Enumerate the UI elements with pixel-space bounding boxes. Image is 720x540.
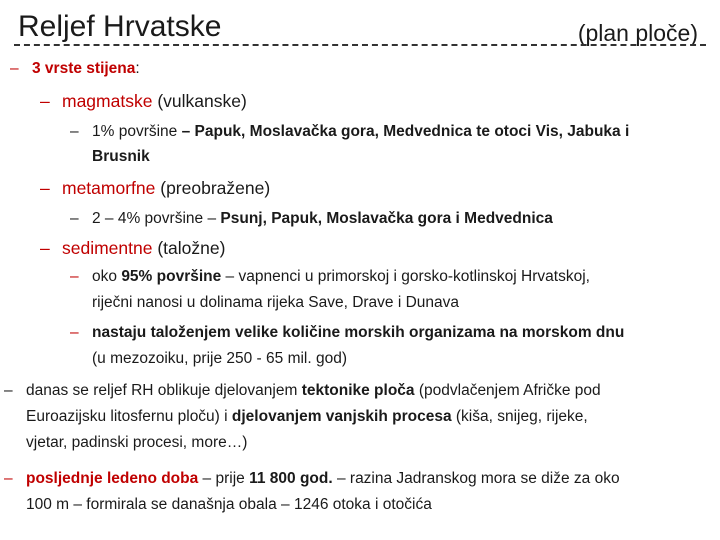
bullet-dash: – — [70, 268, 79, 285]
danas-b1: tektonike ploča — [301, 382, 415, 399]
danas-line3: vjetar, padinski procesi, more…) — [26, 434, 248, 451]
metamorfne-pct: 2 – 4% površine – — [92, 210, 221, 227]
bullet-dash: – — [4, 382, 13, 399]
danas-line2b: (kiša, snijeg, rijeke, — [451, 408, 588, 425]
danas-line2 — [26, 406, 588, 428]
magmatske-places-line1: Papuk, Moslavačka gora, Medvednica te otoci Vis, Jabuka i — [194, 123, 630, 140]
magmatske-pct: 1% površine — [92, 123, 178, 140]
bullet-dash: – — [70, 123, 79, 140]
danas-p2: (podvlačenjem Afričke pod — [414, 382, 601, 399]
ledeno-red: posljednje ledeno doba — [26, 470, 199, 487]
bullet-metamorfne — [40, 177, 270, 199]
ledeno-p2: – razina Jadranskog mora se diže za oko — [332, 470, 620, 487]
bullet-sedimentne-origin — [70, 322, 624, 344]
bullet-magmatske-detail — [70, 121, 629, 143]
bullet-dash: – — [70, 210, 79, 227]
bullet-dash: – — [4, 470, 13, 487]
magmatske-places-line2: Brusnik — [92, 148, 150, 165]
sedimentne-line2: riječni nanosi u dolinama rijeka Save, Drave i Dunava — [92, 294, 460, 311]
sedimentne-origin-line1: nastaju taloženjem velike količine morskih organizama na morskom dnu — [92, 324, 625, 341]
danas-b2: djelovanjem vanjskih procesa — [231, 408, 452, 425]
ledeno-b1: 11 800 god. — [249, 470, 333, 487]
rock-types-label: 3 vrste stijena — [32, 60, 136, 77]
title-row — [14, 8, 706, 46]
ledeno-p1: – prije — [198, 470, 250, 487]
bullet-dash: – — [40, 178, 50, 198]
sedimentne-origin-line2: (u mezozoiku, prije 250 - 65 mil. god) — [92, 350, 348, 367]
sedimentne-name: sedimentne — [62, 238, 153, 258]
page-title: Reljef Hrvatske — [18, 10, 222, 43]
danas-line2a: Euroazijsku litosfernu ploču) i — [26, 408, 232, 425]
sedimentne-desc: (taložne) — [152, 238, 226, 258]
sedimentne-pct: 95% površine — [121, 268, 222, 285]
sedimentne-rest-line1: – vapnenci u primorskoj i gorsko-kotlinskoj Hrvatskoj, — [221, 268, 590, 285]
title-divider — [14, 44, 706, 46]
bullet-ledeno — [4, 468, 620, 490]
bullet-rock-types — [10, 58, 140, 80]
bullet-sedimentne — [40, 237, 225, 259]
metamorfne-name: metamorfne — [62, 178, 156, 198]
bullet-sedimentne-detail — [70, 266, 590, 288]
bullet-dash: – — [40, 91, 50, 111]
ledeno-line2: 100 m – formirala se današnja obala – 1246 otoka i otočića — [26, 496, 432, 513]
metamorfne-places: Psunj, Papuk, Moslavačka gora i Medvednica — [220, 210, 553, 227]
rock-types-colon: : — [135, 60, 140, 77]
bullet-danas — [4, 380, 601, 402]
bullet-dash: – — [10, 60, 19, 77]
bullet-dash: – — [70, 324, 79, 341]
bullet-magmatske — [40, 90, 247, 112]
danas-p1: danas se reljef RH oblikuje djelovanjem — [26, 382, 302, 399]
sedimentne-pct-prefix: oko — [92, 268, 122, 285]
bullet-dash: – — [40, 238, 50, 258]
page-subtitle: (plan ploče) — [577, 20, 698, 46]
magmatske-name: magmatske — [62, 91, 153, 111]
magmatske-sep: – — [177, 123, 195, 140]
metamorfne-desc: (preobražene) — [155, 178, 271, 198]
magmatske-desc: (vulkanske) — [152, 91, 247, 111]
bullet-metamorfne-detail — [70, 208, 553, 230]
